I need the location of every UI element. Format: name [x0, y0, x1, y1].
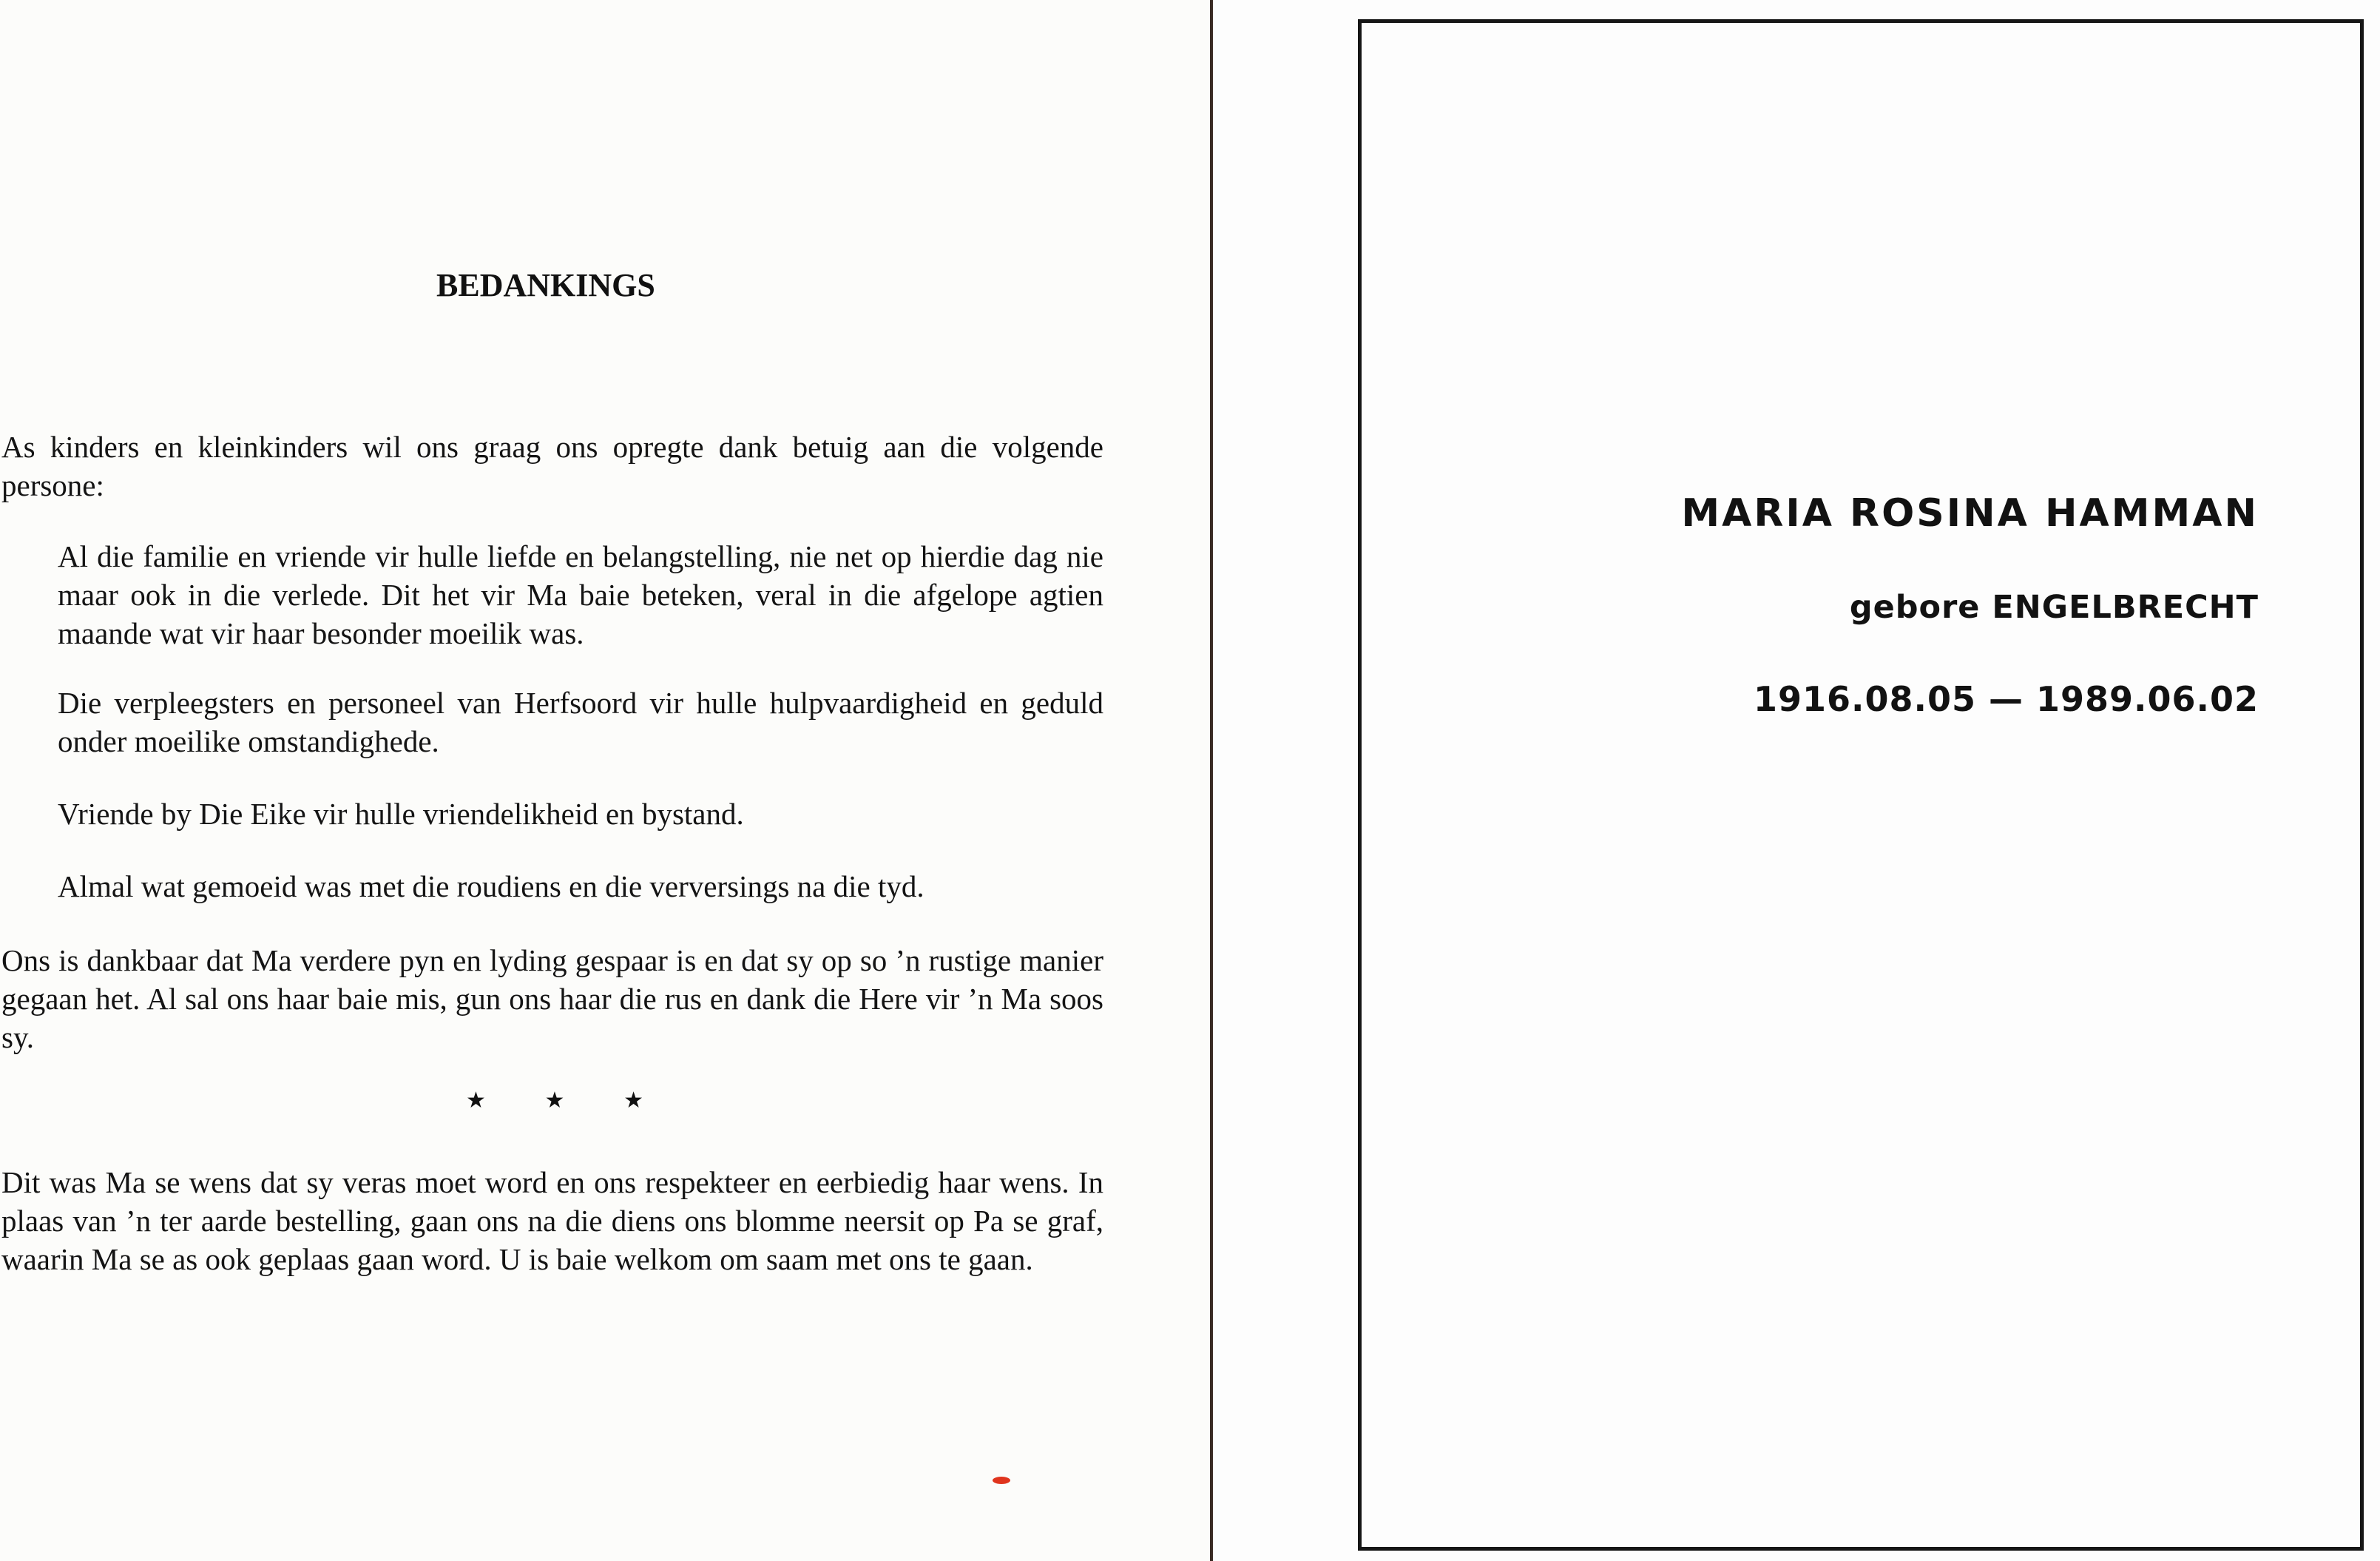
star-icon: ★ [623, 1088, 643, 1113]
life-dates: 1916.08.05 — 1989.06.02 [1753, 679, 2259, 719]
cover-frame [1358, 19, 2364, 1551]
paragraph-eike: Vriende by Die Eike vir hulle vriendelikheid en bystand. [58, 797, 744, 831]
right-page [1213, 0, 2380, 1561]
red-ink-mark [993, 1477, 1010, 1484]
star-separator [466, 1088, 643, 1113]
paragraph-family: Al die familie en vriende vir hulle liefde en belangstelling, nie net op hierdie dag nie maar ook in die verlede. Dit het vir Ma baie beteken, veral in die afgelope agtien maande wat vir haar besonder moeilik was. [58, 539, 1103, 650]
paragraph-nurses: Die verpleegsters en personeel van Herfsoord vir hulle hulpvaardigheid en geduld onder moeilike omstandighede. [58, 686, 1103, 758]
maiden-name: gebore ENGELBRECHT [1849, 589, 2259, 626]
paragraph-intro: As kinders en kleinkinders wil ons graag ons opregte dank betuig aan die volgende persone: [1, 430, 1103, 502]
page-heading: BEDANKINGS [436, 267, 655, 303]
paragraph-almal: Almal wat gemoeid was met die roudiens en die verversings na die tyd. [58, 869, 924, 903]
paragraph-wish: Dit was Ma se wens dat sy veras moet word en ons respekteer en eerbiedig haar wens. In plaas van ’n ter aarde bestelling, gaan ons na die diens ons blomme neersit op Pa se graf, waarin Ma se as ook geplaas gaan word. U is baie welkom om saam met ons te gaan. [1, 1165, 1103, 1276]
deceased-name: MARIA ROSINA HAMMAN [1681, 491, 2259, 536]
paragraph-thankful: Ons is dankbaar dat Ma verdere pyn en lyding gespaar is en dat sy op so ’n rustige manier gegaan het. Al sal ons haar baie mis, gun ons haar die rus en dank die Here vir ’n Ma soos sy. [1, 943, 1103, 1054]
star-icon: ★ [466, 1088, 486, 1113]
star-icon: ★ [544, 1088, 565, 1113]
